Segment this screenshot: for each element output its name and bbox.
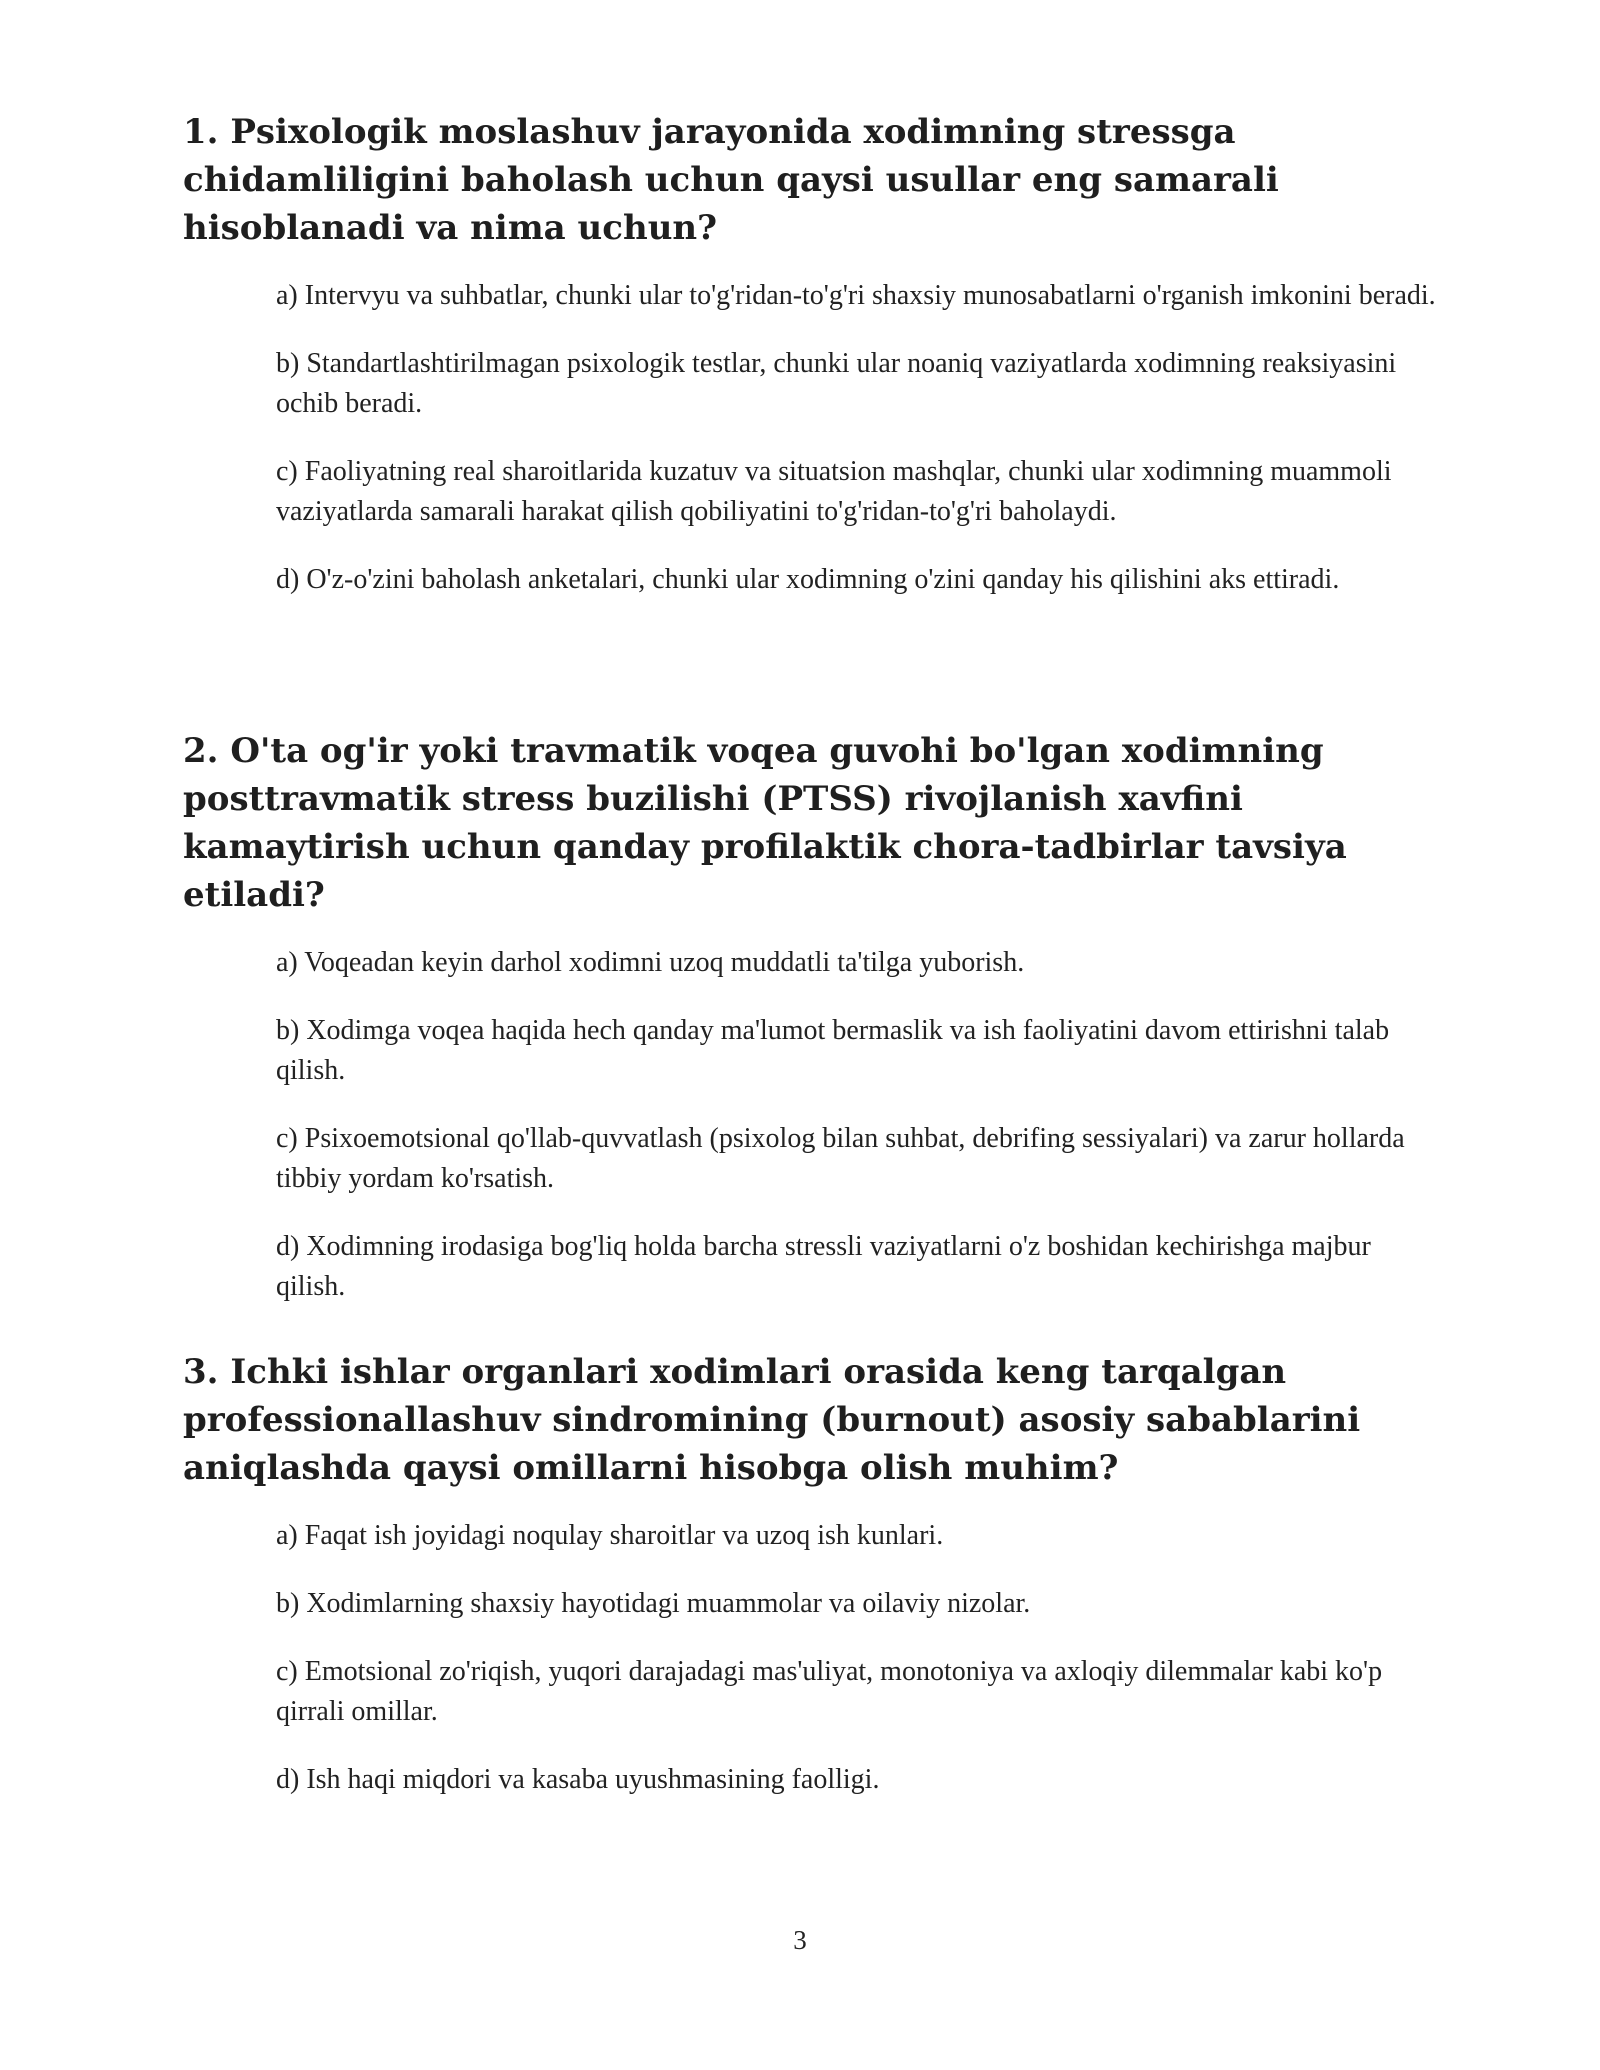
- answer-option-a: a) Voqeadan keyin darhol xodimni uzoq muddatli ta'tilga yuborish.: [276, 947, 1025, 978]
- question-title: 3. Ichki ishlar organlari xodimlari orasida keng tarqalgan professionallashuv sindromining (burnout) asosiy sabablarini aniqlashda qaysi omillarni hisobga olish muhim?: [183, 1352, 1361, 1488]
- answer-option-d: d) O'z-o'zini baholash anketalari, chunki ular xodimning o'zini qanday his qilishini aks ettiradi.: [276, 564, 1340, 595]
- answer-options: [276, 276, 1441, 600]
- answer-options: [276, 1516, 1441, 1800]
- question-2: [183, 727, 1453, 1335]
- question-1: [183, 108, 1453, 628]
- answer-option-a: a) Intervyu va suhbatlar, chunki ular to'g'ridan-to'g'ri shaxsiy munosabatlarni o'rganish imkonini beradi.: [276, 280, 1436, 311]
- question-title: 2. O'ta og'ir yoki travmatik voqea guvohi bo'lgan xodimning posttravmatik stress buzilishi (PTSS) rivojlanish xavfini kamaytirish uchun qanday profilaktik chora-tadbirlar tavsiya etiladi?: [183, 731, 1347, 915]
- answer-option-b: b) Xodimlarning shaxsiy hayotidagi muammolar va oilaviy nizolar.: [276, 1588, 1031, 1619]
- question-title: 1. Psixologik moslashuv jarayonida xodimning stressga chidamliligini baholash uchun qaysi usullar eng samarali hisoblanadi va nima uchun?: [183, 112, 1279, 248]
- page-number: 3: [793, 1925, 807, 1955]
- answer-option-b: b) Xodimga voqea haqida hech qanday ma'lumot bermaslik va ish faoliyatini davom ettirishni talab qilish.: [276, 1015, 1390, 1086]
- answer-options: [276, 943, 1441, 1307]
- answer-option-b: b) Standartlashtirilmagan psixologik testlar, chunki ular noaniq vaziyatlarda xodimning reaksiyasini ochib beradi.: [276, 348, 1397, 419]
- answer-option-d: d) Ish haqi miqdori va kasaba uyushmasining faolligi.: [276, 1764, 880, 1795]
- answer-option-d: d) Xodimning irodasiga bog'liq holda barcha stressli vaziyatlarni o'z boshidan kechirishga majbur qilish.: [276, 1231, 1371, 1302]
- answer-option-a: a) Faqat ish joyidagi noqulay sharoitlar va uzoq ish kunlari.: [276, 1520, 944, 1551]
- answer-option-c: c) Faoliyatning real sharoitlarida kuzatuv va situatsion mashqlar, chunki ular xodimning muammoli vaziyatlarda samarali harakat qilish qobiliyatini to'g'ridan-to'g'ri baholaydi.: [276, 456, 1392, 527]
- question-3: [183, 1348, 1453, 1828]
- answer-option-c: c) Psixoemotsional qo'llab-quvvatlash (psixolog bilan suhbat, debrifing sessiyalari) va zarur hollarda tibbiy yordam ko'rsatish.: [276, 1123, 1405, 1194]
- answer-option-c: c) Emotsional zo'riqish, yuqori darajadagi mas'uliyat, monotoniya va axloqiy dilemmalar kabi ko'p qirrali omillar.: [276, 1656, 1383, 1727]
